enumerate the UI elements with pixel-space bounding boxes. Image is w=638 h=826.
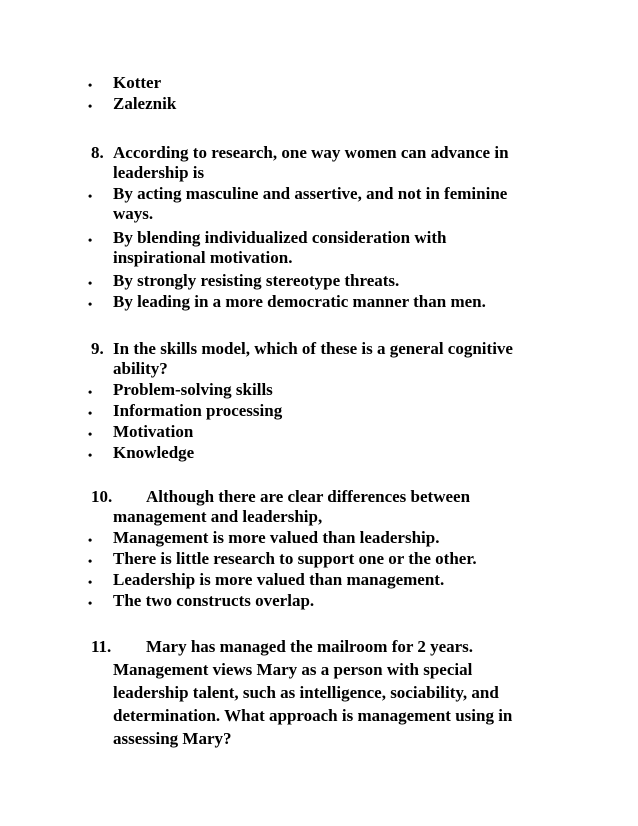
answer-option: Leadership is more valued than management. bbox=[113, 570, 445, 589]
answer-option: By blending individualized consideration with bbox=[113, 228, 447, 247]
question-number: 10. bbox=[91, 487, 113, 506]
answer-option: Management is more valued than leadership. bbox=[113, 528, 440, 547]
question-stem-line: leadership is bbox=[113, 163, 205, 182]
question-stem-line: According to research, one way women can advance in bbox=[113, 143, 509, 162]
bullet: • bbox=[88, 233, 93, 247]
bullet: • bbox=[88, 575, 93, 589]
question-stem-line: ability? bbox=[113, 359, 168, 378]
bullet: • bbox=[88, 448, 93, 462]
question-stem-line: leadership talent, such as intelligence, sociability, and bbox=[113, 683, 499, 702]
bullet: • bbox=[88, 427, 93, 441]
question-stem-line: Mary has managed the mailroom for 2 years. bbox=[146, 637, 474, 656]
question-stem-line: Although there are clear differences between bbox=[146, 487, 471, 506]
bullet: • bbox=[88, 406, 93, 420]
bullet: • bbox=[88, 99, 93, 113]
answer-option: By strongly resisting stereotype threats. bbox=[113, 271, 400, 290]
bullet: • bbox=[88, 533, 93, 547]
bullet: • bbox=[88, 78, 93, 92]
question-number: 11. bbox=[91, 637, 112, 656]
bullet: • bbox=[88, 596, 93, 610]
question-stem-line: Management views Mary as a person with special bbox=[113, 660, 473, 679]
question-stem-line: management and leadership, bbox=[113, 507, 323, 526]
question-number: 9. bbox=[91, 339, 104, 358]
bullet: • bbox=[88, 385, 93, 399]
question-stem-line: In the skills model, which of these is a general cognitive bbox=[113, 339, 513, 358]
answer-option: Motivation bbox=[113, 422, 194, 441]
list-item: Kotter bbox=[113, 73, 162, 92]
answer-option: Knowledge bbox=[113, 443, 195, 462]
bullet: • bbox=[88, 297, 93, 311]
bullet: • bbox=[88, 189, 93, 203]
question-stem-line: assessing Mary? bbox=[113, 729, 232, 748]
list-item: Zaleznik bbox=[113, 94, 177, 113]
answer-option-continued: ways. bbox=[113, 204, 154, 223]
answer-option: The two constructs overlap. bbox=[113, 591, 315, 610]
question-stem-line: determination. What approach is management using in bbox=[113, 706, 513, 725]
bullet: • bbox=[88, 276, 93, 290]
answer-option: By acting masculine and assertive, and not in feminine bbox=[113, 184, 508, 203]
answer-option: Problem-solving skills bbox=[113, 380, 273, 399]
bullet: • bbox=[88, 554, 93, 568]
answer-option: By leading in a more democratic manner than men. bbox=[113, 292, 486, 311]
answer-option: Information processing bbox=[113, 401, 283, 420]
answer-option-continued: inspirational motivation. bbox=[113, 248, 293, 267]
answer-option: There is little research to support one or the other. bbox=[113, 549, 477, 568]
question-number: 8. bbox=[91, 143, 104, 162]
